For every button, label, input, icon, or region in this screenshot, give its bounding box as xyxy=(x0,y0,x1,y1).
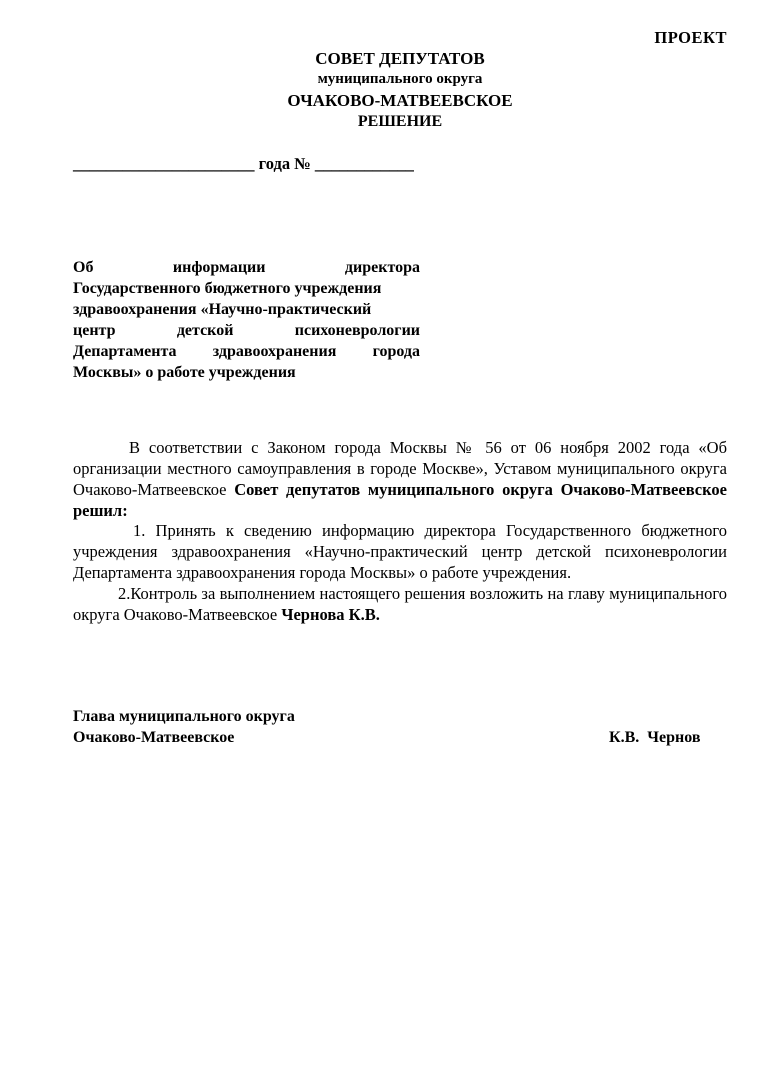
municipal-subtitle: муниципального округа xyxy=(317,71,483,87)
subject-line: Государственного бюджетного учреждения xyxy=(73,280,382,297)
signatory-title-2: Очаково-Матвеевское xyxy=(73,729,235,746)
date-number-line: ______________________ года № ____________ xyxy=(73,154,414,173)
item-1-paragraph xyxy=(73,520,727,583)
subject-line: Москвы» о работе учреждения xyxy=(73,364,296,381)
council-title: СОВЕТ ДЕПУТАТОВ xyxy=(315,49,485,68)
preamble-paragraph xyxy=(73,437,727,521)
item-1-text: 1. Принять к сведению информацию директора Государственного бюджетного учреждения здравоохранения «Научно-практический центр детской психоневрологии Департамента здравоохранения города Москвы» о работе учреждения. xyxy=(73,521,727,582)
subject-line: здравоохранения «Научно-практический xyxy=(73,301,372,318)
district-name: ОЧАКОВО-МАТВЕЕВСКОЕ xyxy=(287,91,513,110)
preamble-resolution: Совет депутатов муниципального округа Очаково-Матвеевское решил: xyxy=(73,480,727,520)
preamble-text: В соответствии с Законом города Москвы № 56 от 06 ноября 2002 года «Об организации местного самоуправления в городе Москве», Уставом муниципального округа Очаково-Матвеевское xyxy=(73,438,727,499)
item-2-text: 2.Контроль за выполнением настоящего решения возложить на главу муниципального округа Очаково-Матвеевское xyxy=(73,584,727,624)
draft-stamp: ПРОЕКТ xyxy=(654,28,727,47)
decision-subject xyxy=(73,257,420,383)
signatory-title-1: Глава муниципального округа xyxy=(73,708,295,725)
subject-line: Департамента здравоохранения города xyxy=(73,343,420,360)
signatory-name: К.В. Чернов xyxy=(609,729,701,746)
item-2-responsible: Чернова К.В. xyxy=(281,605,380,624)
document-type: РЕШЕНИЕ xyxy=(357,113,443,130)
item-2-paragraph xyxy=(73,583,727,625)
subject-line: Об информации директора xyxy=(73,259,420,276)
subject-line: центр детской психоневрологии xyxy=(73,322,420,339)
